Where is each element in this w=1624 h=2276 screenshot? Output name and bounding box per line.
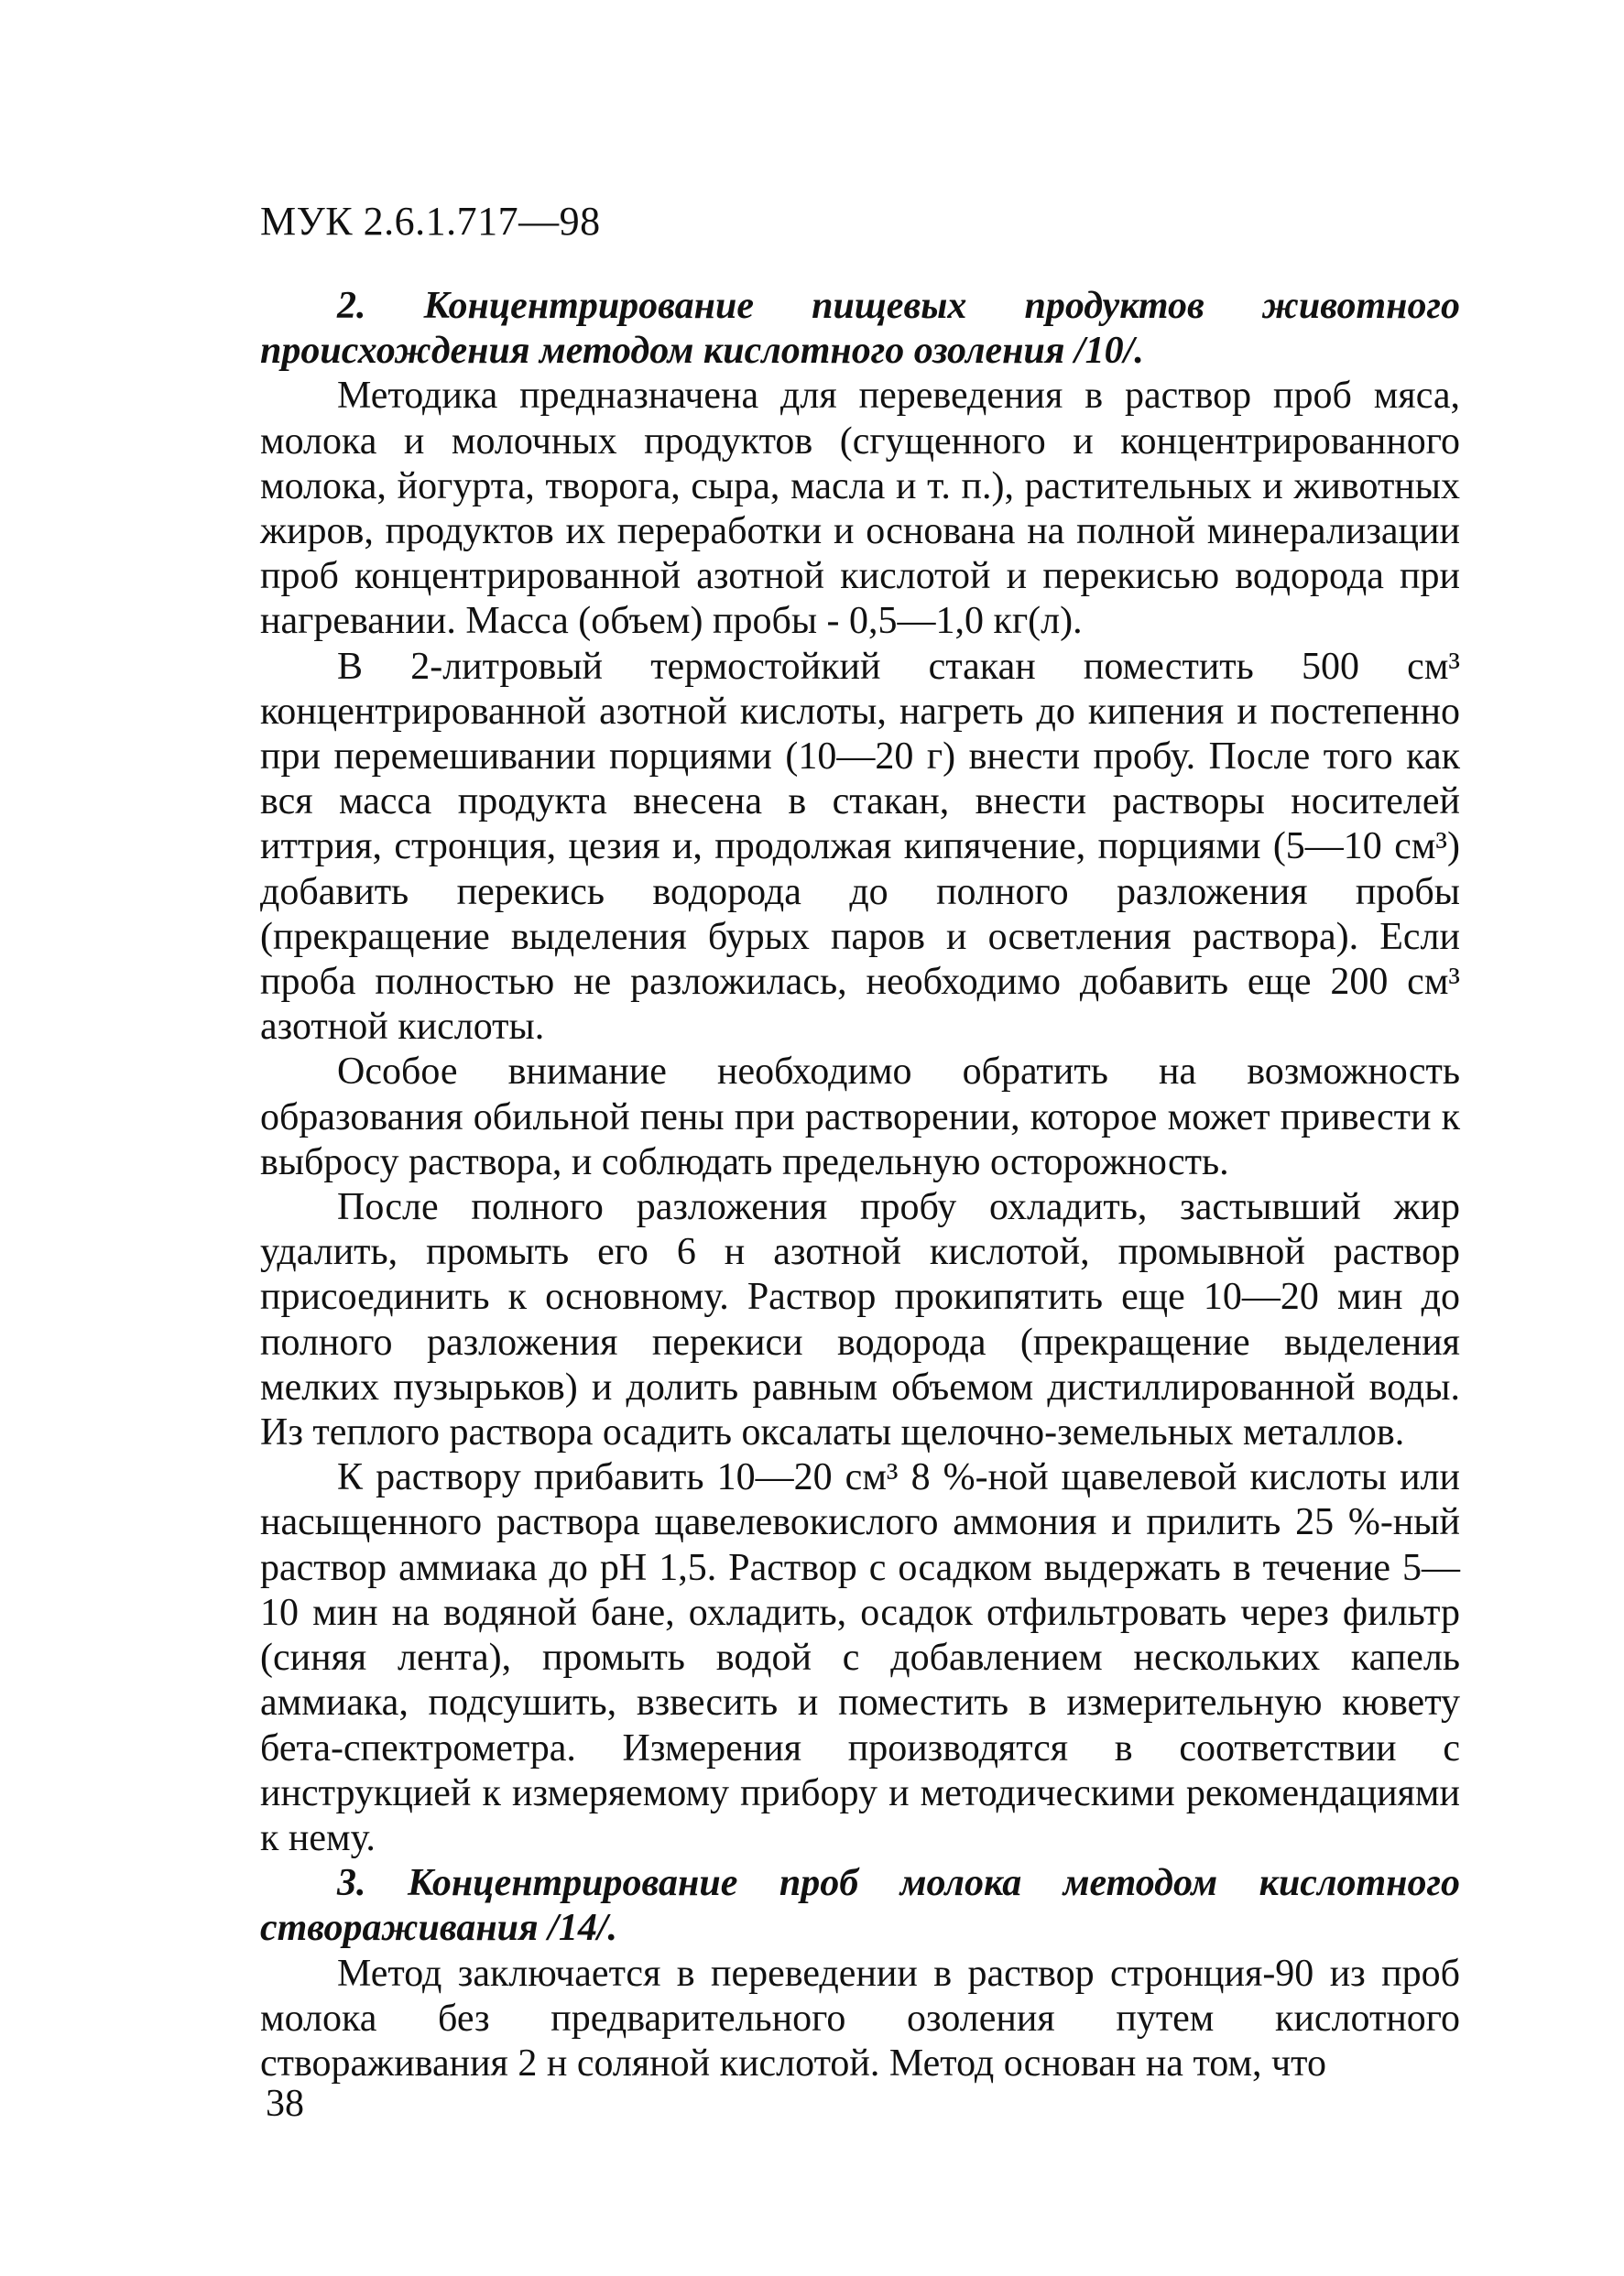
document-body: [260, 284, 1460, 2086]
section-heading-2: 2. Концентрирование пищевых продуктов животного происхождения методом кислотного озоления /10/.: [260, 285, 1460, 373]
document-header: МУК 2.6.1.717—98: [260, 199, 601, 244]
paragraph-milk-method: Метод заключается в переведении в раствор стронция-90 из проб молока без предварительного озоления путем кислотного створаживания 2 н соляной кислотой. Метод основан на том, что: [260, 1952, 1460, 2085]
paragraph-method-purpose: Методика предназначена для переведения в раствор проб мяса, молока и молочных продуктов (сгущенного и концентрированного молока, йогурта, творога, сыра, масла и т. п.), растительных и животных жиров, продуктов их переработки и основана на полной минерализации проб концентрированной азотной кислотой и перекисью водорода при нагревании. Масса (объем) пробы - 0,5—1,0 кг(л).: [260, 375, 1460, 643]
section-heading-3: 3. Концентрирование проб молока методом кислотного створаживания /14/.: [260, 1862, 1460, 1950]
paragraph-caution: Особое внимание необходимо обратить на возможность образования обильной пены при растворении, которое может привести к выбросу раствора, и соблюдать предельную осторожность.: [260, 1051, 1460, 1183]
page-number: 38: [266, 2083, 304, 2125]
paragraph-procedure: В 2-литровый термостойкий стакан поместить 500 см³ концентрированной азотной кислоты, нагреть до кипения и постепенно при перемешивании порциями (10—20 г) внести пробу. После того как вся масса продукта внесена в стакан, внести растворы носителей иттрия, стронция, цезия и, продолжая кипячение, порциями (5—10 см³) добавить перекись водорода до полного разложения пробы (прекращение выделения бурых паров и осветления раствора). Если проба полностью не разложилась, необходимо добавить еще 200 см³ азотной кислоты.: [260, 645, 1460, 1049]
paragraph-after-decomposition: После полного разложения пробу охладить, застывший жир удалить, промыть его 6 н азотной кислотой, промывной раствор присоединить к основному. Раствор прокипятить еще 10—20 мин до полного разложения перекиси водорода (прекращение выделения мелких пузырьков) и долить равным объемом дистиллированной воды. Из теплого раствора осадить оксалаты щелочно-земельных металлов.: [260, 1186, 1460, 1454]
paragraph-oxalate-precipitation: К раствору прибавить 10—20 см³ 8 %-ной щавелевой кислоты или насыщенного раствора щавелевокислого аммония и прилить 25 %-ный раствор аммиака до pH 1,5. Раствор с осадком выдержать в течение 5—10 мин на водяной бане, охладить, осадок отфильтровать через фильтр (синяя лента), промыть водой с добавлением нескольких капель аммиака, подсушить, взвесить и поместить в измерительную кювету бета-спектрометра. Измерения производятся в соответствии с инструкцией к измеряемому прибору и методическими рекомендациями к нему.: [260, 1456, 1460, 1859]
